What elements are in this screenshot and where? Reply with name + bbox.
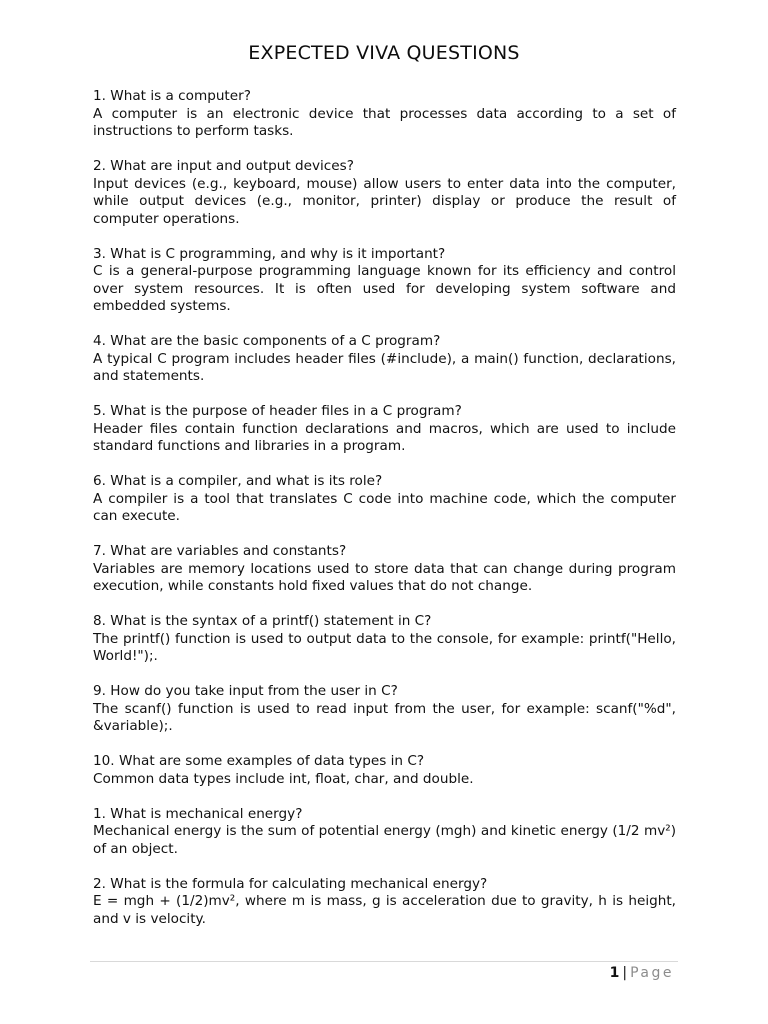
answer: Common data types include int, float, char, and double.: [93, 770, 474, 787]
answer: A typical C program includes header files (#include), a main() function, declarations, and statements.: [93, 350, 676, 384]
qa-item: [93, 333, 676, 386]
question: 1. What is a computer?: [93, 88, 251, 104]
qa-item: [93, 753, 676, 788]
question: 3. What is C programming, and why is it important?: [93, 245, 446, 262]
question: 7. What are variables and constants?: [93, 543, 347, 559]
answer: The scanf() function is used to read input from the user, for example: scanf("%d", &variable);.: [93, 700, 676, 734]
qa-item: [93, 158, 676, 228]
question: 5. What is the purpose of header files in a C program?: [93, 403, 462, 419]
qa-item: [93, 403, 676, 456]
qa-item: [93, 473, 676, 526]
page-footer: [610, 963, 674, 983]
answer: A computer is an electronic device that processes data according to a set of instructions to perform tasks.: [93, 105, 676, 139]
answer: Mechanical energy is the sum of potential energy (mgh) and kinetic energy (1/2 mv²) of an object.: [93, 823, 676, 857]
answer: C is a general-purpose programming language known for its efficiency and control over system resources. It is often used for developing system software and embedded systems.: [93, 263, 676, 314]
qa-item: [93, 543, 676, 596]
question: 8. What is the syntax of a printf() statement in C?: [93, 613, 432, 629]
question: 6. What is a compiler, and what is its role?: [93, 473, 383, 489]
qa-item: [93, 88, 676, 141]
answer: A compiler is a tool that translates C code into machine code, which the computer can execute.: [93, 490, 676, 524]
answer: Header files contain function declarations and macros, which are used to include standard functions and libraries in a program.: [93, 420, 676, 454]
question: 2. What are input and output devices?: [93, 158, 354, 174]
qa-item: [93, 806, 676, 859]
answer: Variables are memory locations used to store data that can change during program execution, while constants hold fixed values that do not change.: [93, 560, 676, 594]
qa-item: [93, 613, 676, 666]
page-number: 1: [609, 965, 620, 981]
answer: The printf() function is used to output data to the console, for example: printf("Hello, World!");.: [93, 630, 676, 664]
answer: E = mgh + (1/2)mv², where m is mass, g is acceleration due to gravity, h is height, and v is velocity.: [93, 893, 676, 927]
question: 10. What are some examples of data types in C?: [93, 753, 425, 769]
page-label: Page: [630, 965, 674, 981]
question: 9. How do you take input from the user in C?: [93, 683, 398, 699]
footer-divider: [90, 961, 678, 962]
qa-item: [93, 683, 676, 736]
qa-item: [93, 246, 676, 316]
question: 2. What is the formula for calculating mechanical energy?: [93, 875, 488, 892]
qa-item: [93, 876, 676, 929]
question: 4. What are the basic components of a C program?: [93, 333, 441, 349]
qa-list: [93, 88, 676, 946]
question: 1. What is mechanical energy?: [93, 805, 303, 822]
page-title: EXPECTED VIVA QUESTIONS: [248, 42, 520, 64]
footer-separator: |: [622, 965, 628, 981]
answer: Input devices (e.g., keyboard, mouse) allow users to enter data into the computer, while output devices (e.g., monitor, printer) display or produce the result of computer operations.: [93, 175, 676, 227]
